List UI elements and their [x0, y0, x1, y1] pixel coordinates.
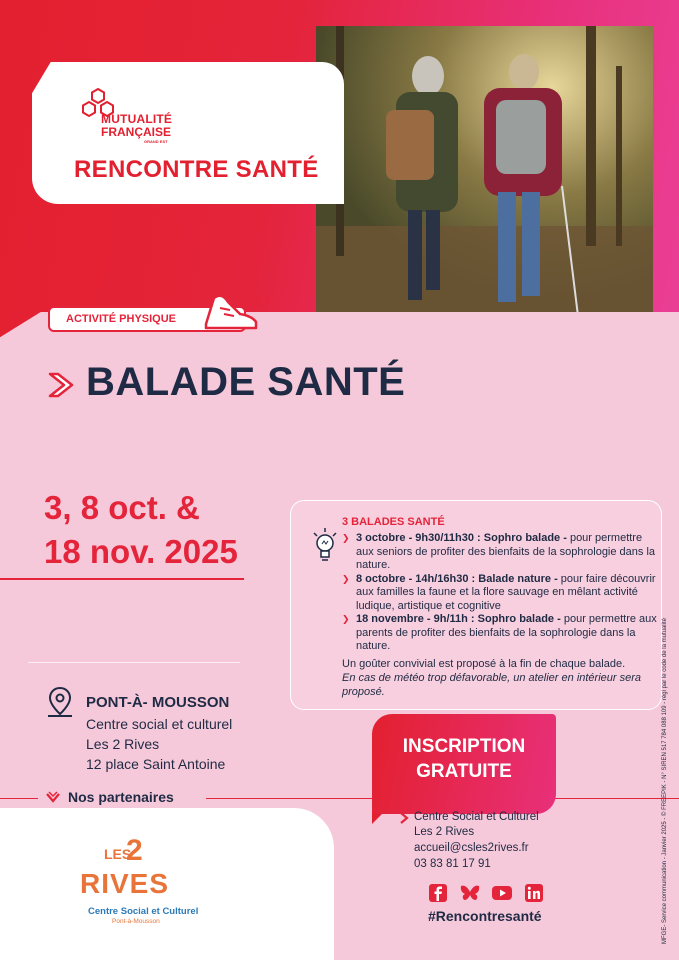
youtube-icon[interactable] — [492, 884, 512, 902]
info-weather-note: En cas de météo trop défavorable, un atelier en intérieur sera proposé. — [342, 672, 642, 698]
inscription-line-1: INSCRIPTION — [402, 736, 526, 757]
address-city: PONT-À- MOUSSON — [86, 694, 230, 711]
location-pin-icon — [46, 686, 74, 718]
legal-mention: MFGE- Service communication - Janvier 2025 - © FREEPIK - N° SIREN 517 784 088 109 - régi par le code de la mutualité — [662, 618, 668, 944]
dates-line-1: 3, 8 oct. & — [44, 489, 200, 526]
partners-label: Nos partenaires — [68, 789, 174, 805]
logo-line-1: MUTUALITÉ — [101, 112, 173, 126]
contact-email[interactable]: accueil@csles2rives.fr — [414, 842, 529, 854]
address-line: Centre social et culturel — [86, 716, 233, 732]
address-lines — [86, 714, 232, 774]
hashtag: #Rencontresanté — [428, 908, 542, 924]
contact-chevron-icon — [400, 812, 410, 824]
contact-line: Les 2 Rives — [414, 825, 475, 838]
running-shoe-icon — [200, 284, 272, 332]
butterfly-icon[interactable] — [460, 884, 480, 902]
main-title: BALADE SANTÉ — [86, 360, 406, 404]
partner-logo-two: 2 — [126, 834, 143, 867]
activity-label: ACTIVITÉ PHYSIQUE — [48, 306, 246, 332]
walkers-photo — [316, 26, 653, 332]
info-note: Un goûter convivial est proposé à la fin de chaque balade. — [342, 658, 626, 670]
address-line: 12 place Saint Antoine — [86, 756, 226, 772]
linkedin-icon[interactable] — [524, 884, 544, 902]
info-title: 3 BALADES SANTÉ — [342, 516, 445, 528]
dates-line-2: 18 nov. 2025 — [44, 533, 238, 570]
partner-logo-rives: RIVES — [80, 868, 170, 899]
contact-phone[interactable]: 03 83 81 17 91 — [414, 858, 491, 870]
inscription-text — [372, 734, 556, 784]
dates-underline — [0, 578, 244, 580]
contact-line: Centre Social et Culturel — [414, 811, 539, 823]
list-item: ❯ 8 octobre - 14h/16h30 : Balade nature - pour faire découvrir aux familles la faune et la flore sauvage en mêlant activité ludique, artistique et cognitive — [342, 573, 660, 614]
facebook-icon[interactable] — [428, 884, 448, 902]
partner-logo-sub: Centre Social et Culturel — [88, 906, 199, 917]
logo-line-2: FRANÇAISE — [101, 125, 172, 139]
heart-chevron-icon — [46, 790, 60, 804]
list-item: ❯ 18 novembre - 9h/11h : Sophro balade - pour permettre aux parents de profiter des bienfaits de la sophrologie dans la nature. — [342, 613, 660, 654]
lightbulb-icon — [312, 528, 338, 562]
inscription-line-2: GRATUITE — [416, 761, 512, 782]
separator — [28, 662, 240, 663]
event-dates — [44, 486, 238, 574]
balade-list — [342, 532, 660, 654]
social-icons — [428, 884, 544, 902]
list-item: ❯ 3 octobre - 9h30/11h30 : Sophro balade - pour permettre aux seniors de profiter des bienfaits de la sophrologie dans la nature. — [342, 532, 660, 573]
title-chevron-icon — [46, 370, 76, 400]
contact-org — [414, 810, 539, 839]
partner-logo-town: Pont-à-Mousson — [112, 918, 160, 925]
logo-line-3: GRAND EST — [144, 139, 168, 144]
partner-logo-les: LES — [104, 846, 132, 862]
address-line: Les 2 Rives — [86, 736, 160, 752]
header-title: RENCONTRE SANTÉ — [74, 156, 319, 183]
